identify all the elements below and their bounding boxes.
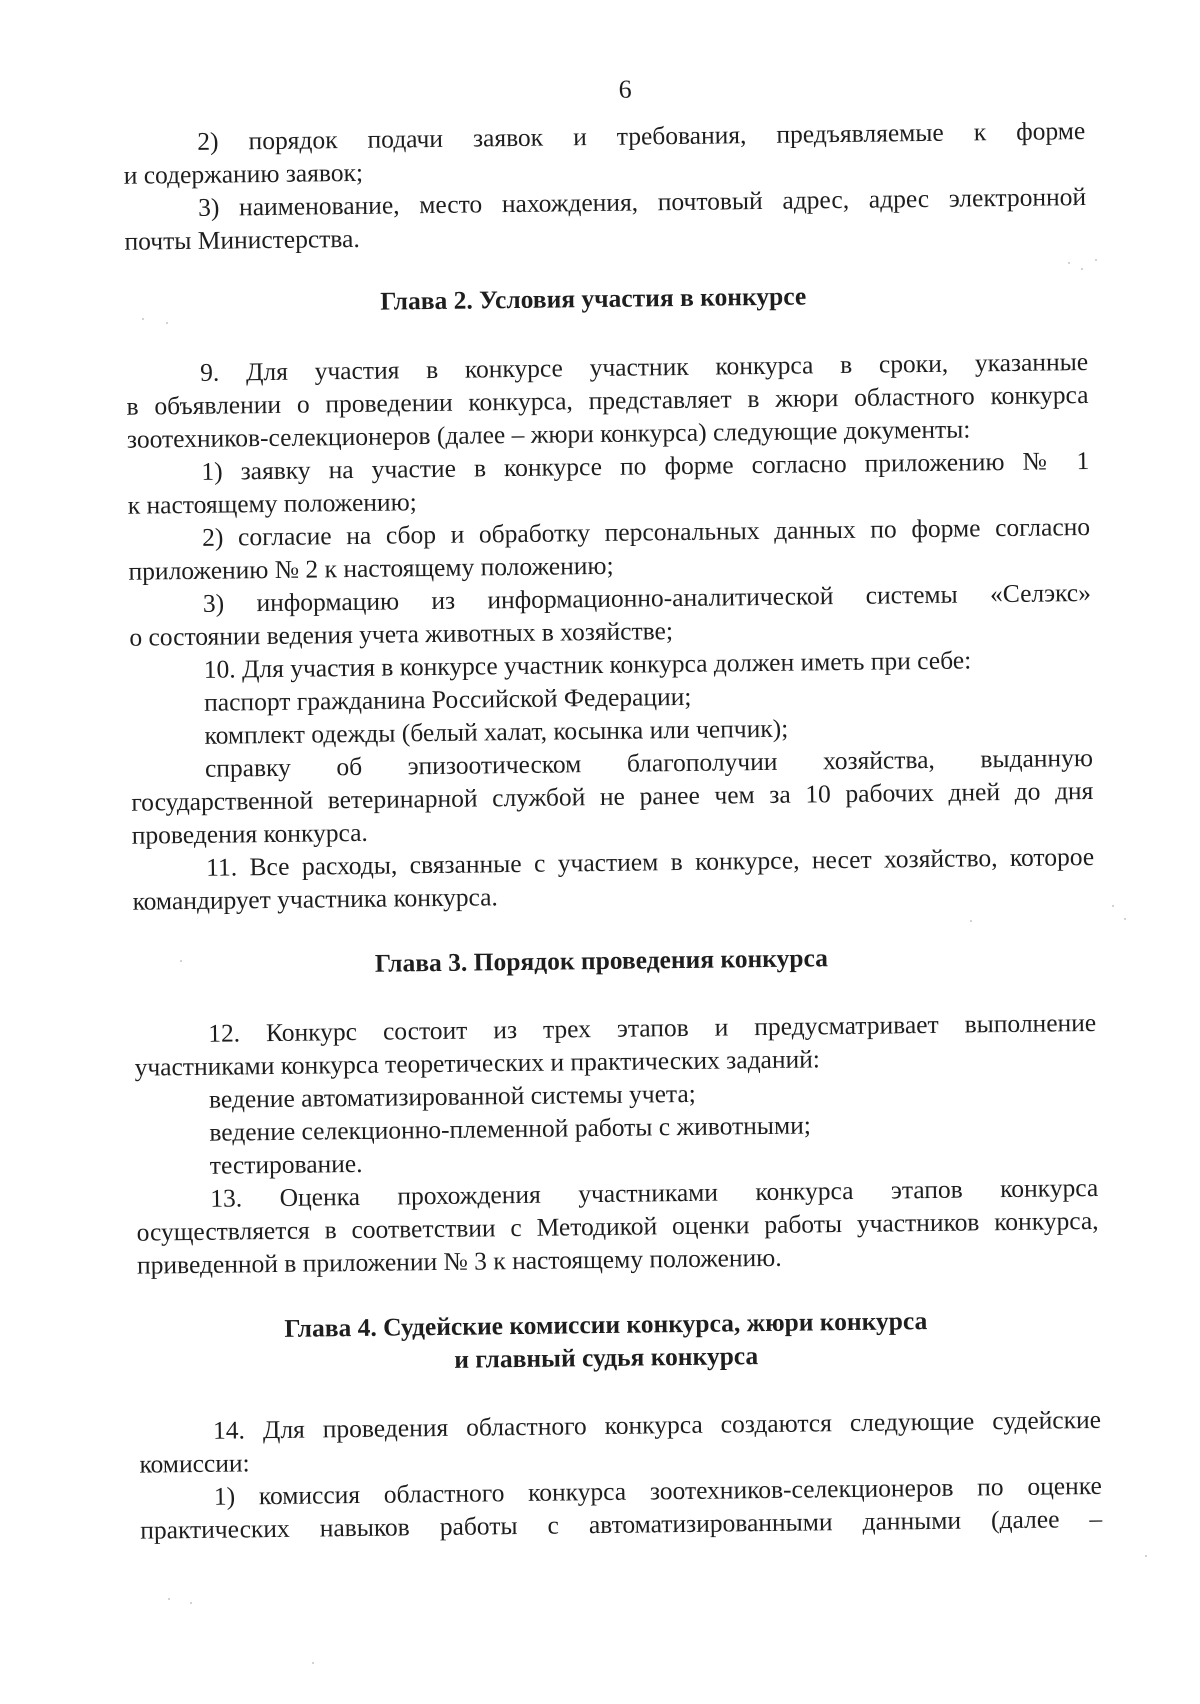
p14-item1-line1: 1) комиссия областного конкурса зоотехников-селекционеров по оценке xyxy=(213,1470,1102,1511)
scan-speck xyxy=(970,920,972,922)
scan-speck xyxy=(1145,1555,1147,1557)
chapter-2-heading: Глава 2. Условия участия в конкурсе xyxy=(380,281,807,316)
p9-line1: 9. Для участия в конкурсе участник конкурса в сроки, указанные xyxy=(199,347,1089,387)
p14-item1-line2: практических навыков работы с автоматизированными данными (далее – xyxy=(140,1503,1103,1545)
p12-line1: 12. Конкурс состоит из трех этапов и предусматривает выполнение xyxy=(208,1007,1097,1048)
p12-item-b: ведение селекционно-племенной работы с животными; xyxy=(209,1110,812,1147)
scan-speck xyxy=(142,318,144,320)
chapter-4-heading-line2: и главный судья конкурса xyxy=(454,1341,759,1374)
scan-speck xyxy=(1112,905,1114,907)
scan-speck xyxy=(1068,262,1070,264)
p10-item-b: комплект одежды (белый халат, косынка или чепчик); xyxy=(204,713,789,750)
p13-line2: осуществляется в соответствии с Методикой оценки работы участников конкурса, xyxy=(136,1205,1099,1247)
scan-speck xyxy=(1124,918,1126,920)
scan-speck xyxy=(168,1598,170,1600)
p11-line1: 11. Все расходы, связанные с участием в конкурсе, несет хозяйство, которое xyxy=(206,841,1095,882)
p9-line2: в объявлении о проведении конкурса, представляет в жюри областного конкурса xyxy=(126,379,1089,421)
p9-line3: зоотехников-селекционеров (далее – жюри конкурса) следующие документы: xyxy=(126,414,971,454)
scan-speck xyxy=(312,1662,314,1664)
page-number: 6 xyxy=(618,74,632,104)
chapter-3-heading: Глава 3. Порядок проведения конкурса xyxy=(374,943,829,978)
p9-item2-line2: приложению № 2 к настоящему положению; xyxy=(128,550,614,586)
p12-item-a: ведение автоматизированной системы учета; xyxy=(208,1078,696,1114)
intro-item3-line1: 3) наименование, место нахождения, почтовый адрес, адрес электронной xyxy=(197,182,1087,222)
p9-item1-line1: 1) заявку на участие в конкурсе по форме согласно приложению № 1 xyxy=(201,445,1090,486)
p10-item-a: паспорт гражданина Российской Федерации; xyxy=(203,681,692,717)
p9-item1-line2: к настоящему положению; xyxy=(127,487,417,520)
scan-speck xyxy=(180,960,182,962)
chapter-4-heading-line1: Глава 4. Судейские комиссии конкурса, жюри конкурса xyxy=(284,1306,928,1343)
p9-item2-line1: 2) согласие на сбор и обработку персональных данных по форме согласно xyxy=(201,511,1091,552)
intro-item2-line2: и содержанию заявок; xyxy=(123,157,364,190)
p13-line1: 13. Оценка прохождения участниками конкурса этапов конкурса xyxy=(210,1172,1099,1213)
p12-item-c: тестирование. xyxy=(209,1148,363,1180)
p9-item3-line2: о состоянии ведения учета животных в хозяйстве; xyxy=(129,616,674,652)
p14-line1: 14. Для проведения областного конкурса создаются следующие судейские xyxy=(212,1404,1102,1445)
intro-item3-line2: почты Министерства. xyxy=(124,223,360,256)
p10-item-c-line2: государственной ветеринарной службой не ранее чем за 10 рабочих дней до дня xyxy=(131,775,1094,817)
p10-item-c-line3: проведения конкурса. xyxy=(131,817,369,850)
scan-speck xyxy=(1095,259,1097,261)
p11-line2: командирует участника конкурса. xyxy=(132,882,499,916)
scan-speck xyxy=(166,322,168,324)
intro-item2-line1: 2) порядок подачи заявок и требования, предъявляемые к форме xyxy=(197,116,1086,156)
p10-item-c-line1: справку об эпизоотическом благополучии хозяйства, выданную xyxy=(204,742,1094,783)
scan-speck xyxy=(1081,268,1083,270)
p12-line2: участниками конкурса теоретических и практических заданий: xyxy=(134,1044,821,1082)
p9-item3-line1: 3) информацию из информационно-аналитической системы «Селэкс» xyxy=(202,577,1092,618)
scan-speck xyxy=(190,1602,192,1604)
p14-line2: комиссии: xyxy=(139,1448,250,1479)
p13-line3: приведенной в приложении № 3 к настоящему положению. xyxy=(136,1242,782,1280)
p10-line1: 10. Для участия в конкурсе участник конкурса должен иметь при себе: xyxy=(203,645,972,684)
